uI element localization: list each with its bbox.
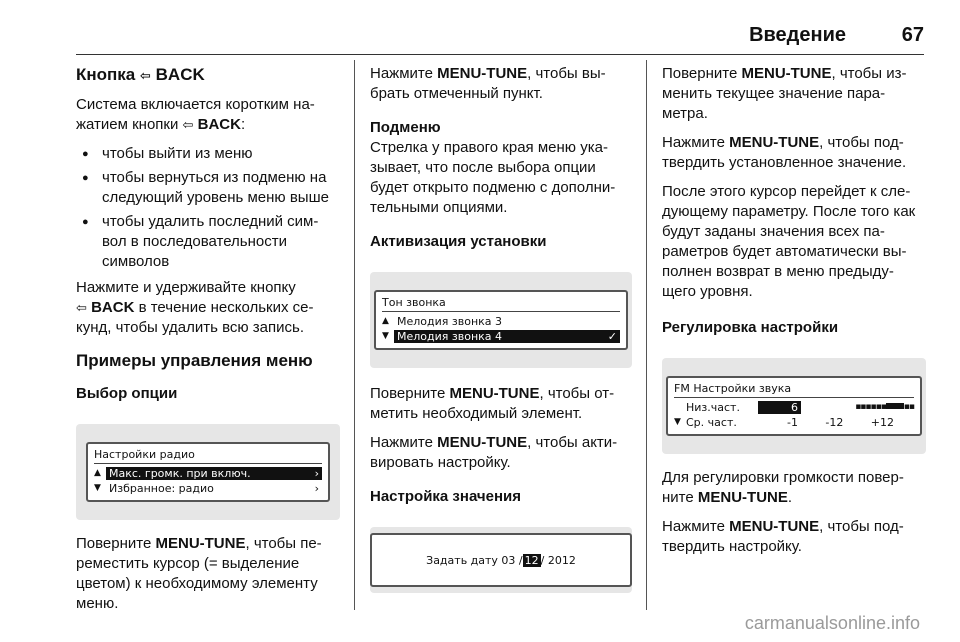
paragraph-submenu: Стрелка у правого края меню ука-зывает, что после выбора опции будет открыто подменю с дополни-тельными опциями. (370, 139, 616, 216)
page-number: 67 (901, 24, 924, 46)
paragraph-select-item: Нажмите MENU-TUNE, чтобы вы-брать отмеченный пункт. (370, 65, 606, 102)
down-arrow-icon: ▼ (382, 331, 389, 341)
display-screen-ringtone (374, 290, 628, 350)
screen-row-selected: ▼ Мелодия звонка 4 ✓ (382, 329, 620, 344)
watermark: carmanualsonline.info (744, 613, 920, 633)
down-arrow-icon: ▼ (94, 483, 101, 493)
bass-value: 6 (758, 401, 801, 414)
screen-panel-date (370, 527, 632, 593)
paragraph-confirm-value: Нажмите MENU-TUNE, чтобы под-твердить установленное значение. (662, 134, 907, 171)
back-arrow-icon: ⇦ (76, 300, 87, 315)
paragraph-back-intro: Система включается коротким на- жатием кнопки ⇦ BACK: (76, 96, 315, 133)
heading-submenu: Подменю (370, 119, 441, 136)
list-item: ● чтобы удалить последний сим-вол в последовательности символов (76, 212, 340, 272)
display-screen-sound (666, 376, 922, 436)
paragraph-back-hold: Нажмите и удерживайте кнопку ⇦ BACK в течение нескольких се-кунд, чтобы удалить всю запись. (76, 279, 314, 336)
column-divider-1 (354, 60, 355, 610)
bullet-list (76, 144, 340, 272)
back-arrow-icon: ⇦ (140, 68, 151, 83)
mid-value: -1 (787, 416, 798, 429)
level-meter: ▪▪▪▪▪▪ ▪▪ (855, 402, 914, 412)
heading-activate: Активизация установки (370, 233, 547, 250)
heading-adjust-setting: Регулировка настройки (662, 319, 839, 336)
paragraph-next-parameter: После этого курсор перейдет к сле-дующему параметру. После того как будут заданы значения всех па-раметров будет автоматически вы-полнен возврат в меню предыду-щего уровня. (662, 183, 916, 300)
checkmark-icon: ✓ (607, 330, 617, 343)
down-arrow-icon: ▼ (674, 417, 681, 427)
column-3 (662, 64, 926, 566)
screen-row-mid: ▼ Ср. част. -1 -12 +12 (674, 416, 894, 429)
paragraph-activate-setting: Нажмите MENU-TUNE, чтобы акти-вировать настройку. (370, 434, 618, 471)
heading-back-button: Кнопка ⇦ BACK (76, 64, 340, 87)
heading-value-setting: Настройка значения (370, 488, 521, 505)
back-arrow-icon: ⇦ (182, 117, 194, 132)
column-1 (76, 64, 340, 623)
display-screen-radio (86, 442, 330, 502)
date-selected-value: 12 (524, 553, 539, 567)
screen-panel-ringtone (370, 272, 632, 368)
screen-title: Настройки радио (94, 448, 322, 464)
column-2 (370, 64, 632, 607)
up-arrow-icon: ▲ (94, 468, 101, 478)
screen-panel-radio (76, 424, 340, 520)
page-title: Введение (749, 24, 846, 46)
screen-title: Тон звонка (382, 296, 620, 312)
paragraph-change-value: Поверните MENU-TUNE, чтобы из-менить текущее значение пара-метра. (662, 65, 907, 122)
screen-row: ▲ Мелодия звонка 3 (382, 315, 503, 328)
paragraph-turn-cursor: Поверните MENU-TUNE, чтобы пе-реместить курсор (= выделение цветом) к необходимому элементу меню. (76, 535, 322, 612)
paragraph-volume-adjust: Для регулировки громкости повер-ните MENU-TUNE. (662, 469, 904, 506)
up-arrow-icon: ▲ (382, 316, 389, 326)
heading-option-select: Выбор опции (76, 385, 178, 402)
screen-row-selected: ▲ Макс. громк. при включ. › (94, 466, 322, 481)
chevron-right-icon: › (314, 467, 319, 480)
display-screen-date: Задать дату 03 / 12 / 2012 (370, 533, 632, 587)
header-rule (76, 54, 924, 55)
screen-panel-sound (662, 358, 926, 454)
heading-menu-examples: Примеры управления меню (76, 351, 313, 370)
screen-row-bass: Низ.част. 6 ▪▪▪▪▪▪ ▪▪ (686, 401, 914, 414)
column-divider-2 (646, 60, 647, 610)
paragraph-mark-item: Поверните MENU-TUNE, чтобы от-метить необходимый элемент. (370, 385, 615, 422)
paragraph-confirm-setting: Нажмите MENU-TUNE, чтобы под-твердить настройку. (662, 518, 904, 555)
screen-title: FM Настройки звука (674, 382, 914, 398)
list-item: ● чтобы вернуться из подменю на следующий уровень меню выше (76, 168, 340, 208)
screen-row: ▼ Избранное: радио › (94, 482, 319, 495)
list-item: ● чтобы выйти из меню (76, 144, 340, 164)
chevron-right-icon: › (314, 482, 319, 495)
